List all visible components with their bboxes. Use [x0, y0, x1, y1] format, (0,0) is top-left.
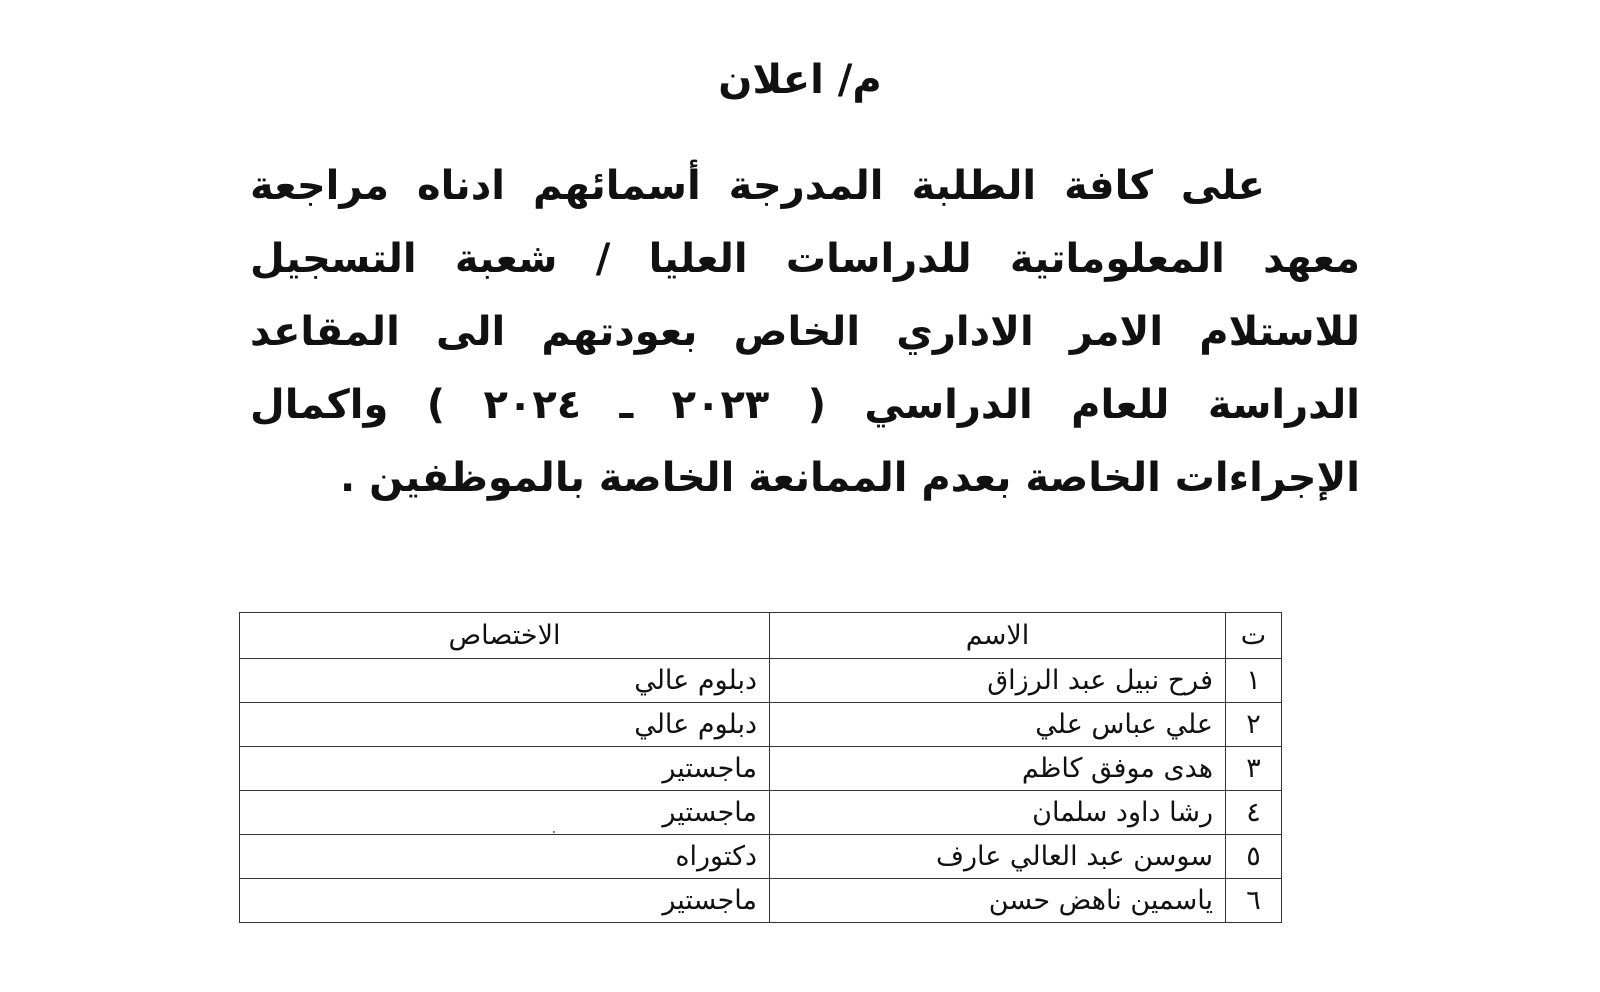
table-row — [240, 835, 1282, 879]
row-number: ٢ — [1226, 703, 1282, 747]
student-specialization: ماجستير — [240, 747, 770, 791]
student-name: هدى موفق كاظم — [770, 747, 1226, 791]
student-name: علي عباس علي — [770, 703, 1226, 747]
row-number: ٦ — [1226, 879, 1282, 923]
row-number: ١ — [1226, 659, 1282, 703]
student-specialization: دكتوراه — [240, 835, 770, 879]
student-specialization: ماجستير — [240, 879, 770, 923]
student-name: رشا داود سلمان — [770, 791, 1226, 835]
announcement-title: م/ اعلان — [718, 57, 882, 103]
header-number: ت — [1226, 613, 1282, 659]
table-row — [240, 703, 1282, 747]
header-specialization: الاختصاص — [240, 613, 770, 659]
row-number: ٣ — [1226, 747, 1282, 791]
row-number: ٥ — [1226, 835, 1282, 879]
header-name: الاسم — [770, 613, 1226, 659]
student-specialization: ماجستير — [240, 791, 770, 835]
announcement-body: على كافة الطلبة المدرجة أسمائهم ادناه مراجعة معهد المعلوماتية للدراسات العليا / شعبة التسجيل للاستلام الامر الاداري الخاص بعودتهم الى المقاعد الدراسة للعام الدراسي ( ٢٠٢٣ ـ ٢٠٢٤ ) واكمال الإجراءات الخاصة بعدم الممانعة الخاصة بالموظفين . — [250, 163, 1360, 501]
table-row — [240, 879, 1282, 923]
student-name: ياسمين ناهض حسن — [770, 879, 1226, 923]
scan-speck — [553, 831, 555, 833]
student-specialization: دبلوم عالي — [240, 703, 770, 747]
table-row — [240, 659, 1282, 703]
student-specialization: دبلوم عالي — [240, 659, 770, 703]
table-row — [240, 747, 1282, 791]
student-name: سوسن عبد العالي عارف — [770, 835, 1226, 879]
students-table — [239, 612, 1282, 923]
student-name: فرح نبيل عبد الرزاق — [770, 659, 1226, 703]
row-number: ٤ — [1226, 791, 1282, 835]
table-row — [240, 791, 1282, 835]
table-header-row — [240, 613, 1282, 659]
